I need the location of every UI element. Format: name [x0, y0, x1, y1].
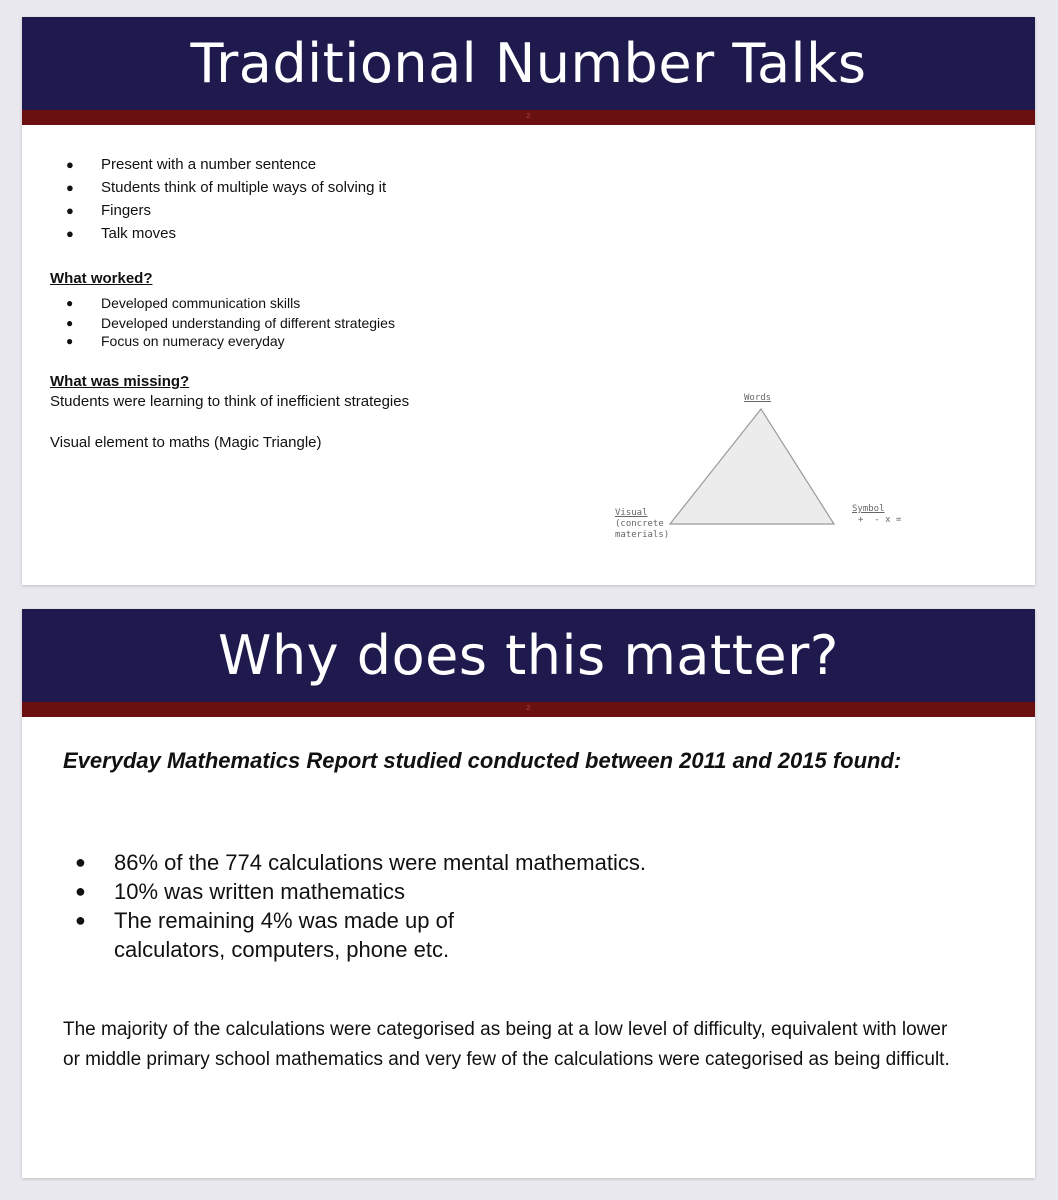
missing-line-2: Visual element to maths (Magic Triangle)	[50, 434, 322, 451]
slide-number: 2	[526, 705, 531, 712]
missing-line-1: Students were learning to think of inefficient strategies	[50, 393, 410, 410]
triangle-label-symbol: Symbol + - x =	[852, 504, 902, 525]
bullet-icon: ●	[66, 226, 74, 241]
bullet-icon: ●	[66, 157, 74, 172]
triangle-label-visual: Visual (concrete materials)	[615, 508, 670, 540]
list-item: ● The remaining 4% was made up of calculators, computers, phone etc.	[75, 908, 454, 962]
slide-title-bar	[22, 17, 1035, 110]
bullet-list	[50, 153, 386, 245]
bullet-icon: ●	[66, 296, 74, 310]
bullet-icon: ●	[75, 881, 86, 901]
what-worked-heading: What worked?	[50, 270, 153, 287]
slide-number: 2	[526, 113, 531, 120]
bullet-icon: ●	[75, 852, 86, 872]
list-item: ● Fingers	[50, 199, 386, 222]
list-item: ● Present with a number sentence	[50, 153, 386, 176]
list-item: ● 10% was written mathematics	[75, 879, 405, 904]
slide-title-bar	[22, 609, 1035, 702]
bullet-icon: ●	[66, 334, 74, 348]
list-item: ● Students think of multiple ways of solving it	[50, 176, 386, 199]
list-item: ● 86% of the 774 calculations were mental mathematics.	[75, 850, 646, 875]
body-paragraph: The majority of the calculations were categorised as being at a low level of difficulty, equivalent with lower or middle primary school mathematics and very few of the calculations were categorised as being difficult.	[63, 1019, 950, 1070]
slide-traditional-number-talks	[22, 17, 1035, 585]
what-worked-list	[50, 293, 395, 351]
what-missing-heading: What was missing?	[50, 373, 190, 390]
bullet-icon: ●	[66, 316, 74, 330]
slide-title: Traditional Number Talks	[190, 32, 867, 95]
slide-title: Why does this matter?	[218, 624, 839, 687]
slide-why-does-this-matter	[22, 609, 1035, 1178]
bullet-icon: ●	[66, 180, 74, 195]
list-item: ● Talk moves	[50, 222, 386, 245]
triangle-label-words: Words	[744, 393, 772, 403]
list-item: ● Developed understanding of different strategies	[66, 315, 395, 331]
bullet-icon: ●	[66, 203, 74, 218]
list-item: ● Developed communication skills	[66, 295, 301, 311]
bullet-list	[63, 848, 754, 964]
list-item: ● Focus on numeracy everyday	[66, 333, 285, 349]
bullet-icon: ●	[75, 910, 86, 930]
lead-statement: Everyday Mathematics Report studied conducted between 2011 and 2015 found:	[63, 748, 902, 773]
